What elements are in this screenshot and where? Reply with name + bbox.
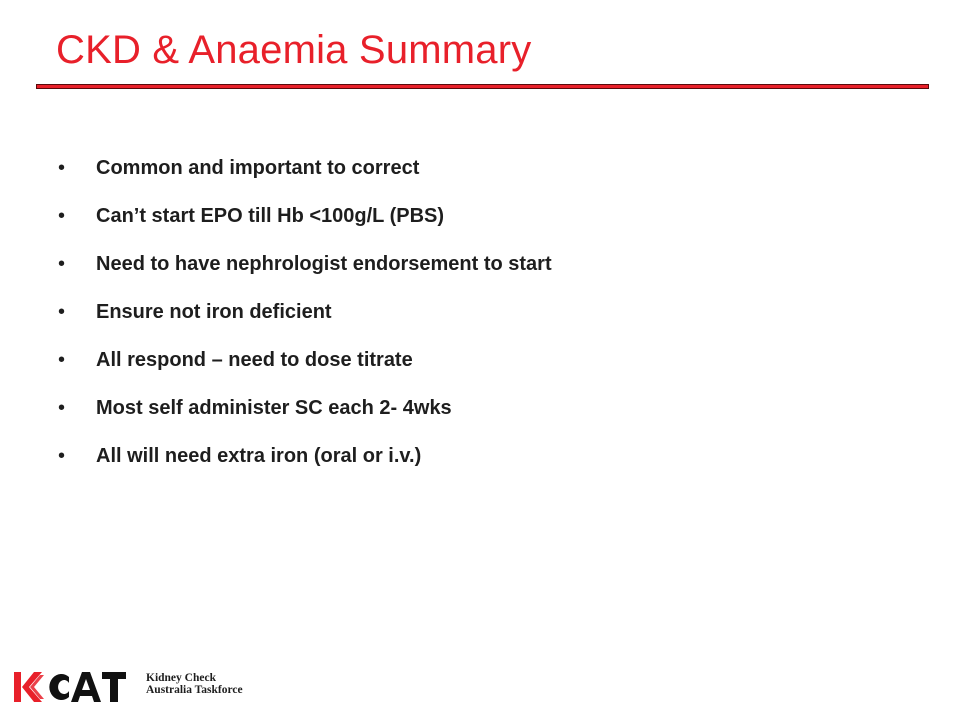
bullet-marker: • xyxy=(58,157,66,179)
bullet-text: Can’t start EPO till Hb <100g/L (PBS) xyxy=(96,205,445,227)
bullet-marker: • xyxy=(58,205,66,227)
bullet-marker: • xyxy=(58,445,66,467)
bullet-text: All will need extra iron (oral or i.v.) xyxy=(96,445,422,467)
bullet-text: Need to have nephrologist endorsement to start xyxy=(96,253,552,275)
kcat-logo xyxy=(14,664,274,710)
logo-subtitle-line1: Kidney Check xyxy=(146,672,216,684)
bullet-text: All respond – need to dose titrate xyxy=(96,349,413,371)
bullet-text: Most self administer SC each 2- 4wks xyxy=(96,397,452,419)
bullet-text: Common and important to correct xyxy=(96,157,420,179)
bullet-text: Ensure not iron deficient xyxy=(96,301,332,323)
bullet-marker: • xyxy=(58,397,66,419)
bullet-marker: • xyxy=(58,301,66,323)
title-divider xyxy=(36,84,929,89)
logo-subtitle-line2: Australia Taskforce xyxy=(146,684,243,696)
kcat-logo-mark xyxy=(14,664,142,710)
bullet-marker: • xyxy=(58,253,66,275)
slide-title: CKD & Anaemia Summary xyxy=(56,28,532,72)
bullet-marker: • xyxy=(58,349,66,371)
